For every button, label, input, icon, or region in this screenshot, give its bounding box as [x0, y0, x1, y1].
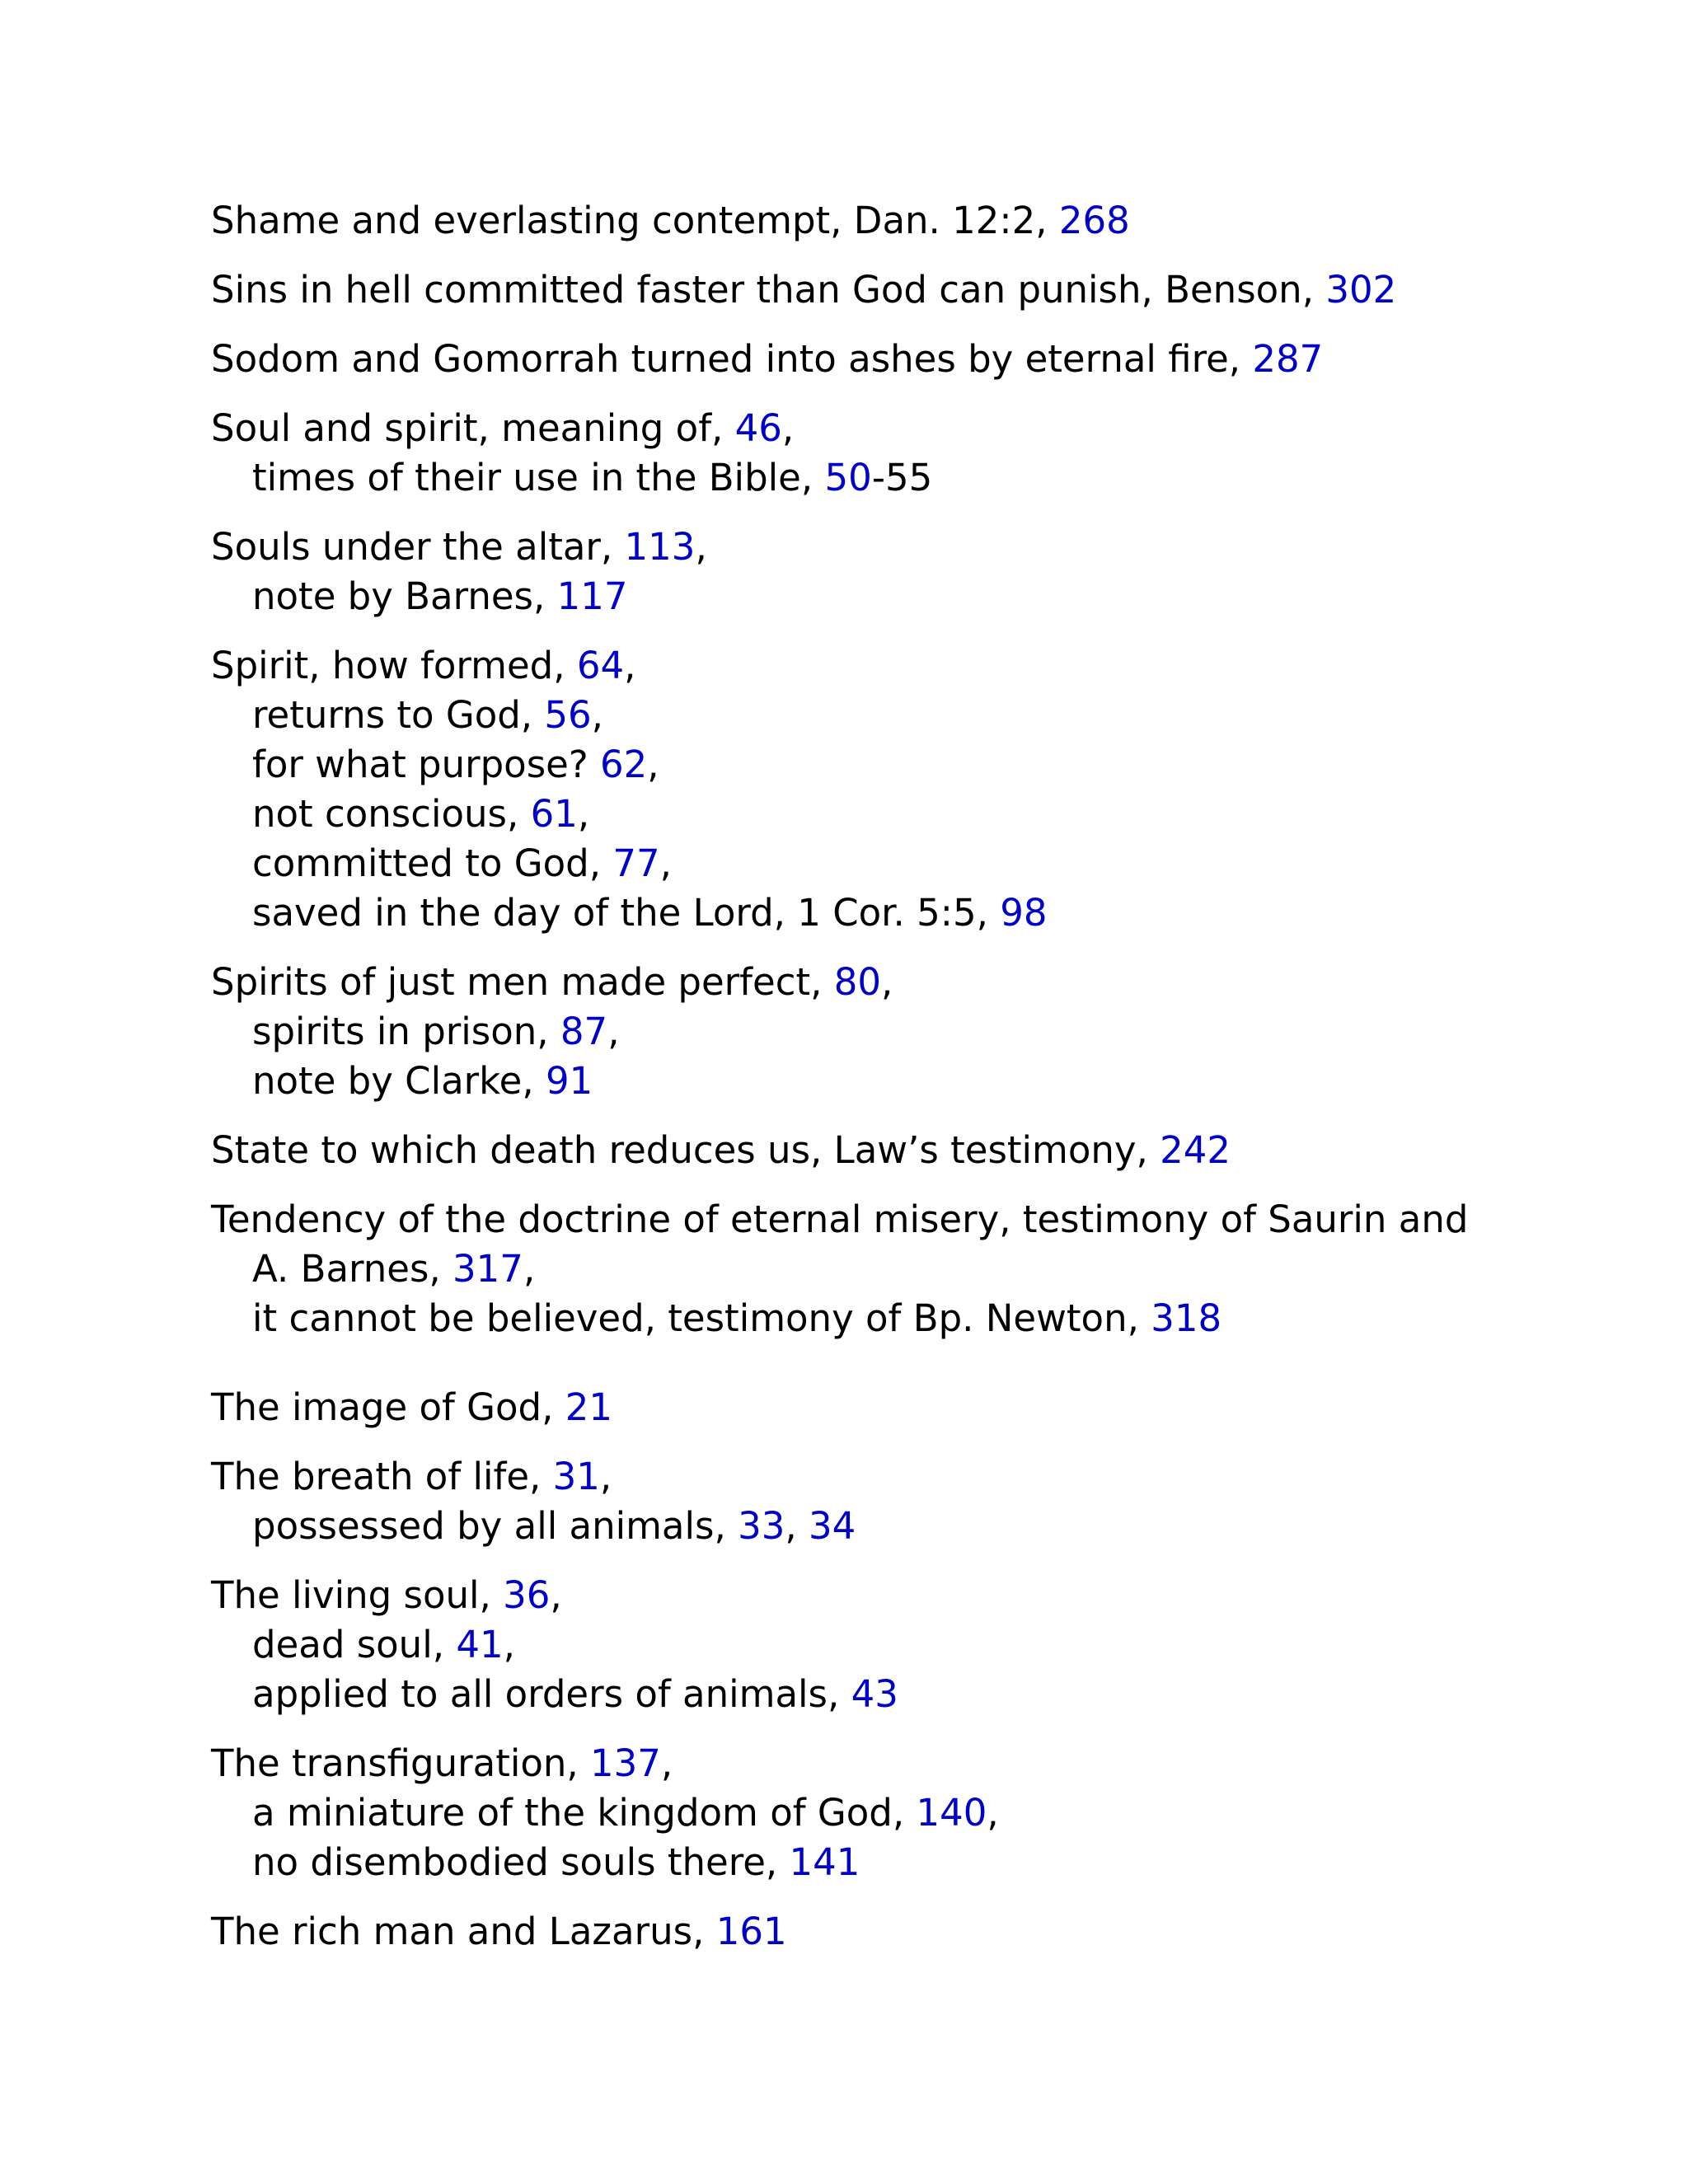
entry-sub-line — [211, 1294, 1497, 1343]
entry-main-line — [211, 196, 1497, 246]
page-link[interactable]: 287 — [1252, 337, 1324, 381]
entry-tail: , — [503, 1623, 515, 1666]
entry-tail: , — [987, 1791, 999, 1835]
index-entry — [211, 1739, 1497, 1887]
entry-text: Spirits of just men made perfect, — [211, 960, 834, 1004]
entry-sub-line — [211, 1057, 1497, 1106]
entry-text: State to which death reduces us, Law’s testimony, — [211, 1128, 1160, 1172]
entry-tail: , — [660, 1741, 673, 1785]
entry-main-line — [211, 1195, 1497, 1244]
entry-text: note by Barnes, — [252, 574, 557, 618]
index-entry — [211, 1126, 1497, 1175]
page-link[interactable]: 117 — [556, 574, 628, 618]
page-link[interactable]: 161 — [715, 1910, 787, 1953]
entry-main-line — [211, 1452, 1497, 1502]
page-link[interactable]: 56 — [544, 693, 592, 737]
entry-text: Spirit, how formed, — [211, 644, 577, 687]
entry-text: Sodom and Gomorrah turned into ashes by eternal fire, — [211, 337, 1253, 381]
index-entry — [211, 1383, 1497, 1432]
page-link[interactable]: 91 — [545, 1059, 593, 1103]
page-link[interactable]: 46 — [734, 406, 782, 450]
entry-text: not conscious, — [252, 792, 531, 836]
entry-tail: , — [599, 1455, 612, 1498]
page-link[interactable]: 242 — [1160, 1128, 1231, 1172]
entry-main-line — [211, 335, 1497, 384]
page-link[interactable]: 62 — [600, 743, 648, 786]
page-link[interactable]: 41 — [456, 1623, 504, 1666]
index-entry — [211, 1571, 1497, 1719]
entry-sub-line — [211, 1007, 1497, 1057]
entry-tail: -55 — [871, 456, 933, 499]
page-link[interactable]: 34 — [808, 1504, 856, 1548]
index-entry — [211, 265, 1497, 315]
page-link[interactable]: 113 — [624, 525, 696, 569]
entry-text: saved in the day of the Lord, 1 Cor. 5:5, — [252, 891, 1001, 935]
page-link[interactable]: 36 — [503, 1573, 551, 1617]
index-entry — [211, 404, 1497, 503]
entry-text: The rich man and Lazarus, — [211, 1910, 716, 1953]
index-entry — [211, 958, 1497, 1106]
index-entry — [211, 1907, 1497, 1957]
page-link[interactable]: 140 — [916, 1791, 987, 1835]
page-link[interactable]: 77 — [612, 841, 660, 885]
entry-text: Shame and everlasting contempt, Dan. 12:2, — [211, 199, 1059, 242]
entry-text: note by Clarke, — [252, 1059, 546, 1103]
index-entry — [211, 1452, 1497, 1551]
entry-main-line — [211, 1571, 1497, 1620]
entry-main-line — [211, 1739, 1497, 1788]
entry-text: for what purpose? — [252, 743, 601, 786]
entry-sub-line — [211, 691, 1497, 740]
entry-sub-line — [211, 1502, 1497, 1551]
entry-text: The image of God, — [211, 1385, 565, 1429]
page-separator: , — [785, 1504, 809, 1548]
entry-text: committed to God, — [252, 841, 613, 885]
entry-tail: , — [624, 644, 636, 687]
entry-text: The breath of life, — [211, 1455, 553, 1498]
entry-main-line — [211, 523, 1497, 572]
entry-sub-line — [211, 790, 1497, 839]
entry-text: no disembodied souls there, — [252, 1840, 790, 1884]
entry-text: possessed by all animals, — [252, 1504, 738, 1548]
entry-sub-line — [211, 740, 1497, 790]
entry-tail: , — [523, 1247, 536, 1291]
page-link[interactable]: 141 — [789, 1840, 860, 1884]
index-entry — [211, 641, 1497, 938]
entry-text: A. Barnes, — [252, 1247, 453, 1291]
entry-sub-line — [211, 1244, 1497, 1294]
page-link[interactable]: 31 — [552, 1455, 600, 1498]
index-page — [211, 196, 1497, 1976]
page-link[interactable]: 317 — [452, 1247, 523, 1291]
entry-main-line — [211, 958, 1497, 1007]
page-link[interactable]: 87 — [560, 1010, 608, 1053]
entry-text: applied to all orders of animals, — [252, 1672, 851, 1716]
page-link[interactable]: 268 — [1058, 199, 1130, 242]
entry-main-line — [211, 404, 1497, 453]
page-link[interactable]: 302 — [1325, 268, 1397, 312]
entry-sub-line — [211, 1620, 1497, 1670]
page-link[interactable]: 137 — [590, 1741, 661, 1785]
entry-sub-line — [211, 1788, 1497, 1838]
entry-text: Tendency of the doctrine of eternal misery, testimony of Saurin and — [211, 1197, 1469, 1241]
entry-tail: , — [695, 525, 707, 569]
entry-main-line — [211, 1383, 1497, 1432]
entry-text: dead soul, — [252, 1623, 457, 1666]
page-link[interactable]: 33 — [738, 1504, 785, 1548]
page-link[interactable]: 98 — [1000, 891, 1048, 935]
entry-sub-line — [211, 888, 1497, 938]
entry-sub-line — [211, 453, 1497, 503]
entry-sub-line — [211, 572, 1497, 621]
page-link[interactable]: 61 — [530, 792, 578, 836]
page-link[interactable]: 80 — [833, 960, 881, 1004]
index-entry — [211, 196, 1497, 246]
entry-text: a miniature of the kingdom of God, — [252, 1791, 917, 1835]
entry-main-line — [211, 641, 1497, 691]
index-entry — [211, 335, 1497, 384]
index-entry — [211, 523, 1497, 621]
entry-text: times of their use in the Bible, — [252, 456, 825, 499]
entry-tail: , — [550, 1573, 562, 1617]
entry-tail: , — [659, 841, 672, 885]
page-link[interactable]: 64 — [576, 644, 625, 687]
entry-text: spirits in prison, — [252, 1010, 560, 1053]
entry-main-line — [211, 1907, 1497, 1957]
entry-text: returns to God, — [252, 693, 545, 737]
entry-text: it cannot be believed, testimony of Bp. Newton, — [252, 1296, 1151, 1340]
page-link[interactable]: 318 — [1151, 1296, 1222, 1340]
entry-sub-line — [211, 839, 1497, 888]
page-link[interactable]: 43 — [851, 1672, 898, 1716]
entry-text: Souls under the altar, — [211, 525, 625, 569]
entry-main-line — [211, 1126, 1497, 1175]
entry-tail: , — [577, 792, 590, 836]
page-link[interactable]: 21 — [565, 1385, 612, 1429]
entry-tail: , — [781, 406, 795, 450]
index-entry — [211, 1195, 1497, 1343]
entry-sub-line — [211, 1670, 1497, 1719]
entry-sub-line — [211, 1838, 1497, 1887]
entry-tail: , — [591, 693, 603, 737]
entry-text: The transfiguration, — [211, 1741, 590, 1785]
entry-text: The living soul, — [211, 1573, 504, 1617]
entry-main-line — [211, 265, 1497, 315]
entry-tail: , — [607, 1010, 620, 1053]
entry-text: Sins in hell committed faster than God can punish, Benson, — [211, 268, 1326, 312]
entry-text: Soul and spirit, meaning of, — [211, 406, 735, 450]
entry-tail: , — [647, 743, 659, 786]
page-link[interactable]: 50 — [824, 456, 872, 499]
entry-tail: , — [880, 960, 893, 1004]
